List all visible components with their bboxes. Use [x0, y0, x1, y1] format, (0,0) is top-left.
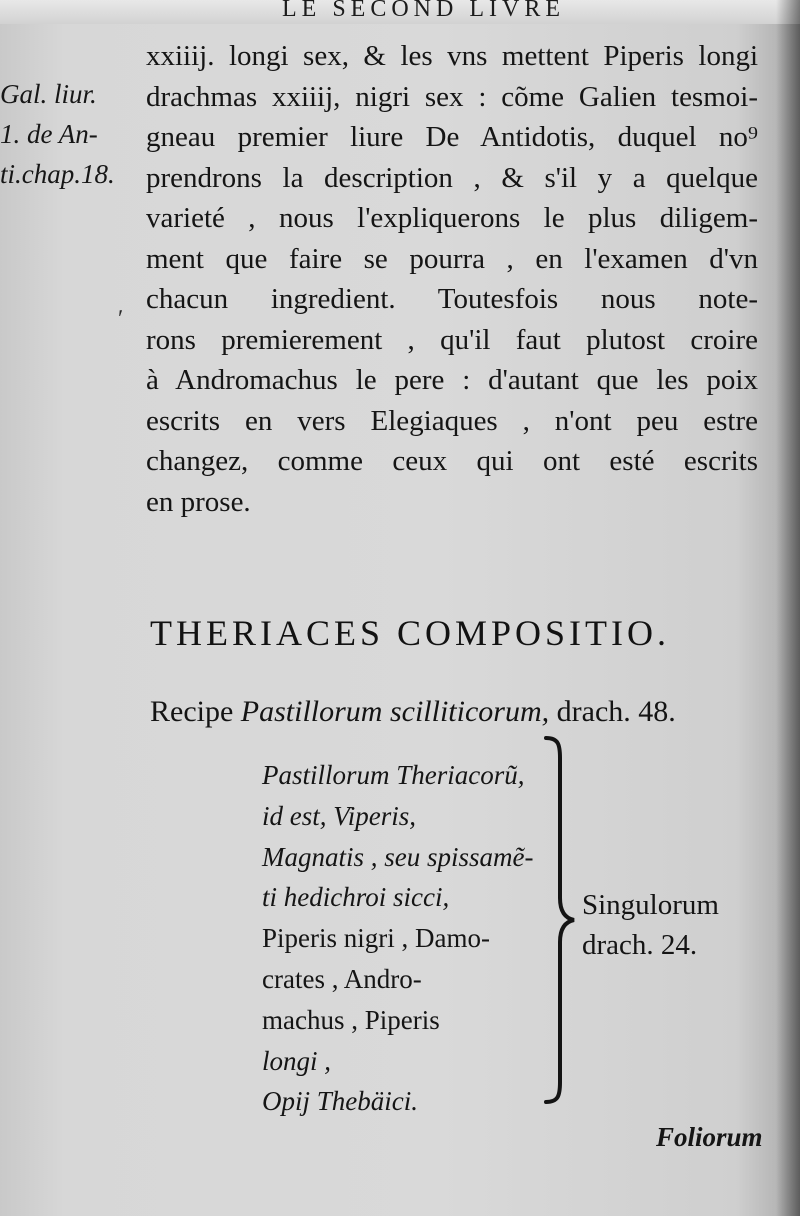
body-line: en prose. [146, 485, 251, 518]
recipe-word: Recipe [150, 695, 234, 728]
margin-note [0, 74, 140, 194]
recipe-line [150, 695, 720, 729]
recipe-ingredient: Pastillorum scilliticorum, [240, 695, 550, 728]
body-line: rons premierement , qu'il faut plutost croire [146, 323, 758, 356]
margin-note-line: 1. de An- [0, 119, 98, 149]
ingredient-line: machus , Piperis [262, 1004, 440, 1035]
ingredient-line: Magnatis , seu spissamẽ- [262, 841, 534, 872]
running-head: LE SECOND LIVRE [282, 0, 565, 22]
recipe-amount: drach. 48. [556, 695, 676, 728]
quantity-note [582, 885, 782, 965]
ingredient-line: id est, Viperis, [262, 800, 416, 831]
body-line: changez, comme ceux qui ont esté escrits [146, 445, 758, 477]
ingredient-line: Piperis nigri , Damo- [262, 923, 490, 954]
quantity-line: Singulorum [582, 889, 719, 921]
margin-tick-mark: ʹ [118, 306, 124, 332]
page-right-edge-shadow [776, 0, 800, 1216]
body-line: prendrons la description , & s'il y a quelque [146, 161, 758, 194]
margin-note-line: Gal. liur. [0, 79, 97, 109]
catchword: Foliorum [656, 1122, 763, 1152]
ingredient-line: Pastillorum Theriacorũ, [262, 760, 525, 790]
body-line: gneau premier liure De Antidotis, duquel no⁹ [146, 121, 758, 153]
curly-brace-icon [540, 734, 580, 1106]
body-line: chacun ingredient. Toutesfois nous note- [146, 283, 758, 315]
ingredient-line: Opij Thebäici. [262, 1086, 418, 1117]
body-line: escrits en vers Elegiaques , n'ont peu estre [146, 404, 758, 437]
margin-note-line: ti.chap.18. [0, 159, 115, 189]
body-line: à Andromachus le pere : d'autant que les poix [146, 364, 758, 396]
ingredient-line: crates , Andro- [262, 963, 422, 994]
ingredient-line: ti hedichroi sicci, [262, 882, 450, 913]
body-line: varieté , nous l'expliquerons le plus diligem- [146, 202, 758, 234]
quantity-line: drach. 24. [582, 929, 698, 961]
body-paragraph [146, 36, 758, 522]
body-line: ment que faire se pourra , en l'examen d'vn [146, 242, 758, 275]
body-line: drachmas xxiiij, nigri sex : cõme Galien tesmoi- [146, 80, 758, 113]
ingredient-list [262, 755, 552, 1122]
ingredient-line: longi , [262, 1045, 332, 1076]
section-title: THERIACES COMPOSITIO. [150, 613, 671, 653]
body-line: xxiiij. longi sex, & les vns mettent Piperis longi [146, 40, 758, 72]
